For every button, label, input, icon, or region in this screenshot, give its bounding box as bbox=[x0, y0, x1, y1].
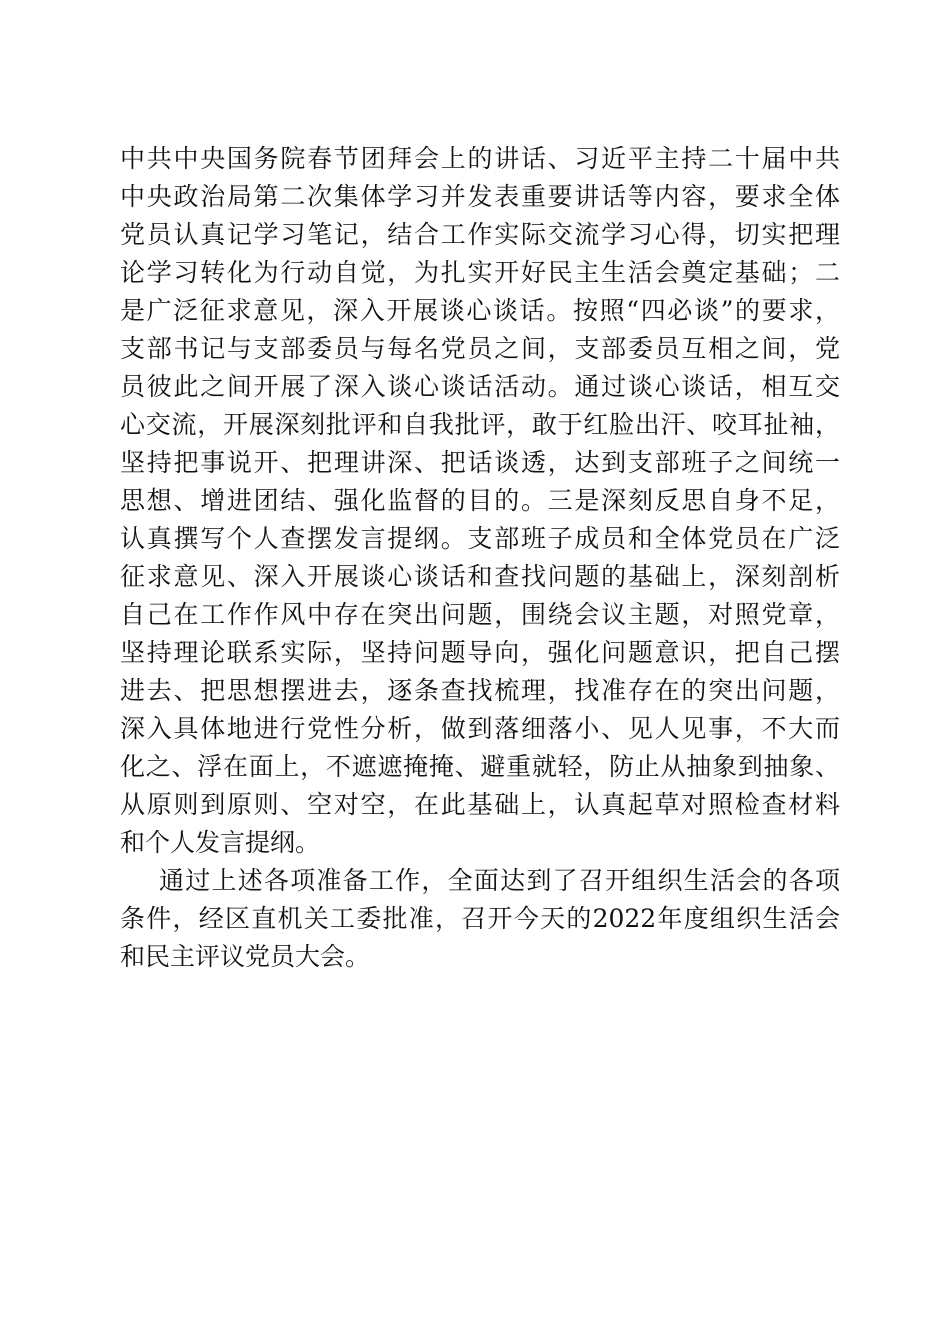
text-line: 坚持把事说开、把理讲深、把话谈透，达到支部班子之间统一 bbox=[120, 448, 840, 477]
text-line: 和民主评议党员大会。 bbox=[120, 942, 371, 971]
text-line: 支部书记与支部委员与每名党员之间，支部委员互相之间，党 bbox=[120, 334, 840, 363]
text-line: 进去、把思想摆进去，逐条查找梳理，找准存在的突出问题， bbox=[120, 676, 840, 705]
text-line: 和个人发言提纲。 bbox=[120, 828, 321, 857]
text-line: 员彼此之间开展了深入谈心谈话活动。通过谈心谈话，相互交 bbox=[120, 372, 840, 401]
paragraph-2 bbox=[120, 862, 840, 976]
text-line: 自己在工作作风中存在突出问题，围绕会议主题，对照党章， bbox=[120, 600, 840, 629]
text-line: 坚持理论联系实际，坚持问题导向，强化问题意识，把自己摆 bbox=[120, 638, 840, 667]
text-line: 党员认真记学习笔记，结合工作实际交流学习心得，切实把理 bbox=[120, 220, 840, 249]
text-line: 认真撰写个人查摆发言提纲。支部班子成员和全体党员在广泛 bbox=[120, 524, 840, 553]
text-line: 深入具体地进行党性分析，做到落细落小、见人见事，不大而 bbox=[120, 714, 840, 743]
text-line: 心交流，开展深刻批评和自我批评，敢于红脸出汗、咬耳扯袖， bbox=[120, 410, 840, 439]
document-body bbox=[120, 140, 840, 976]
text-line: 条件，经区直机关工委批准，召开今天的2022年度组织生活会 bbox=[120, 904, 840, 933]
text-line: 论学习转化为行动自觉，为扎实开好民主生活会奠定基础；二 bbox=[120, 258, 840, 287]
text-line: 通过上述各项准备工作，全面达到了召开组织生活会的各项 bbox=[159, 866, 840, 895]
text-line: 中央政治局第二次集体学习并发表重要讲话等内容，要求全体 bbox=[120, 182, 840, 211]
text-line: 从原则到原则、空对空，在此基础上，认真起草对照检查材料 bbox=[120, 790, 840, 819]
text-line: 化之、浮在面上，不遮遮掩掩、避重就轻，防止从抽象到抽象、 bbox=[120, 752, 840, 781]
text-line: 思想、增进团结、强化监督的目的。三是深刻反思自身不足， bbox=[120, 486, 840, 515]
text-line: 是广泛征求意见，深入开展谈心谈话。按照“四必谈”的要求， bbox=[120, 296, 840, 325]
text-line: 征求意见、深入开展谈心谈话和查找问题的基础上，深刻剖析 bbox=[120, 562, 840, 591]
text-line: 中共中央国务院春节团拜会上的讲话、习近平主持二十届中共 bbox=[120, 144, 840, 173]
paragraph-1 bbox=[120, 140, 840, 862]
